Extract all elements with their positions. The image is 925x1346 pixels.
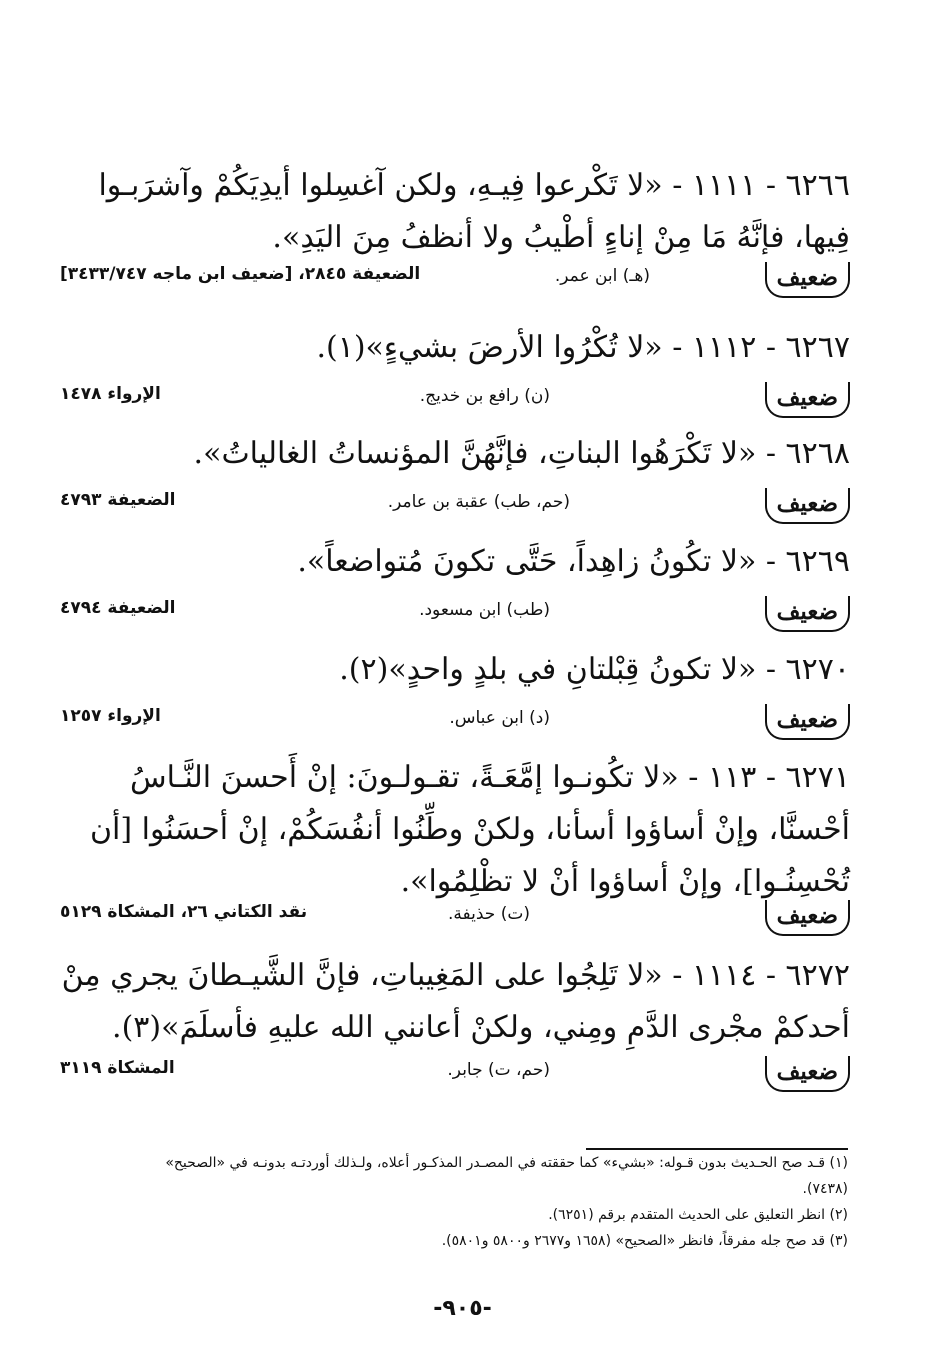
footnote-2: (٢) انظر التعليق على الحديث المتقدم برقم (٦٢٥١). <box>548 1207 848 1223</box>
source-line <box>60 900 850 940</box>
narrator: (ن) رافع بن خديج. <box>419 386 550 406</box>
hadith-text: ٦٢٦٦ - ١١١١ - «لا تَكْرعوا فِيـهِ، ولكن آغسِلوا أيدِيَكُمْ وآشرَبـوا فِيها، فإنَّهُ مَا مِنْ إناءٍ أطْيبُ ولا أنظفُ مِنَ اليَدِ». <box>98 168 850 255</box>
narrator: (حم، ت) جابر. <box>447 1060 550 1080</box>
reference: المشكاة ٣١١٩ <box>60 1058 175 1078</box>
source-line <box>60 1056 850 1096</box>
reference: الإرواء ١٤٧٨ <box>60 384 161 404</box>
source-line <box>60 262 850 302</box>
narrator: (هـ) ابن عمر. <box>554 266 650 286</box>
grade-badge: ضعيف <box>765 1056 850 1092</box>
footnote-1: (١) قـد صح الحـديث بدون قـوله: «بشيء» كما حققته في المصـدر المذكـور أعلاه، ولـذلك أوردتـه بدونـه في «الصحيح» (٧٤٣٨). <box>165 1155 848 1197</box>
reference: الضعيفة ٤٧٩٤ <box>60 598 176 618</box>
hadith-text: ٦٢٦٧ - ١١١٢ - «لا تُكْرُوا الأرضَ بشيءٍ»(١). <box>316 330 850 365</box>
grade-badge: ضعيف <box>765 382 850 418</box>
source-line <box>60 596 850 636</box>
hadith-text: ٦٢٧١ - ١١٣ - «لا تكُونـوا إمَّعَـةً، تقـولـونَ: إنْ أَحسنَ النَّـاسُ أحْسنَّا، وإنْ أساؤوا أسأنا، ولكنْ وطِّنُوا أنفُسَكُمْ، إنْ أحسَنُوا [أن تُحْسِنُـوا]، وإنْ أساؤوا أنْ لا تظْلِمُوا». <box>90 760 850 899</box>
grade-badge: ضعيف <box>765 900 850 936</box>
reference: الضعيفة ٤٧٩٣ <box>60 490 176 510</box>
grade-badge: ضعيف <box>765 488 850 524</box>
footnote-3: (٣) قد صح جله مفرقاً، فانظر «الصحيح» (١٦٥٨ و٢٦٧٧ و٥٨٠٠ و٥٨٠١). <box>441 1233 848 1249</box>
grade-badge: ضعيف <box>765 596 850 632</box>
hadith-text: ٦٢٧٠ - «لا تكونُ قِبْلتانِ في بلدٍ واحدٍ»(٢). <box>339 652 850 687</box>
reference: الضعيفة ٢٨٤٥، [ضعيف ابن ماجه ٣٤٣٣/٧٤٧] <box>60 264 421 284</box>
hadith-text: ٦٢٦٨ - «لا تَكْرَهُوا البناتِ، فإنَّهُنَّ المؤنساتُ الغالياتُ». <box>193 436 850 471</box>
reference: نقد الكتاني ٢٦، المشكاة ٥١٢٩ <box>60 902 308 922</box>
page-number: -٩٠٥- <box>433 1296 492 1321</box>
hadith-text: ٦٢٦٩ - «لا تكُونُ زاهِداً، حَتَّى تكونَ مُتواضعاً». <box>297 544 850 579</box>
footnotes <box>120 1150 848 1254</box>
source-line <box>60 382 850 422</box>
grade-badge: ضعيف <box>765 262 850 298</box>
reference: الإرواء ١٢٥٧ <box>60 706 161 726</box>
narrator: (ت) حذيفة. <box>448 904 530 924</box>
source-line <box>60 488 850 528</box>
narrator: (طب) ابن مسعود. <box>419 600 550 620</box>
narrator: (حم، طب) عقبة بن عامر. <box>387 492 570 512</box>
hadith-text: ٦٢٧٢ - ١١١٤ - «لا تَلِجُوا على المَغِيباتِ، فإنَّ الشَّيـطانَ يجري مِنْ أحدكمْ مجْرى الدَّمِ ومِني، ولكنْ أعانني الله عليهِ فأسلَمَ»(٣). <box>61 958 850 1045</box>
grade-badge: ضعيف <box>765 704 850 740</box>
source-line <box>60 704 850 744</box>
narrator: (د) ابن عباس. <box>449 708 550 728</box>
